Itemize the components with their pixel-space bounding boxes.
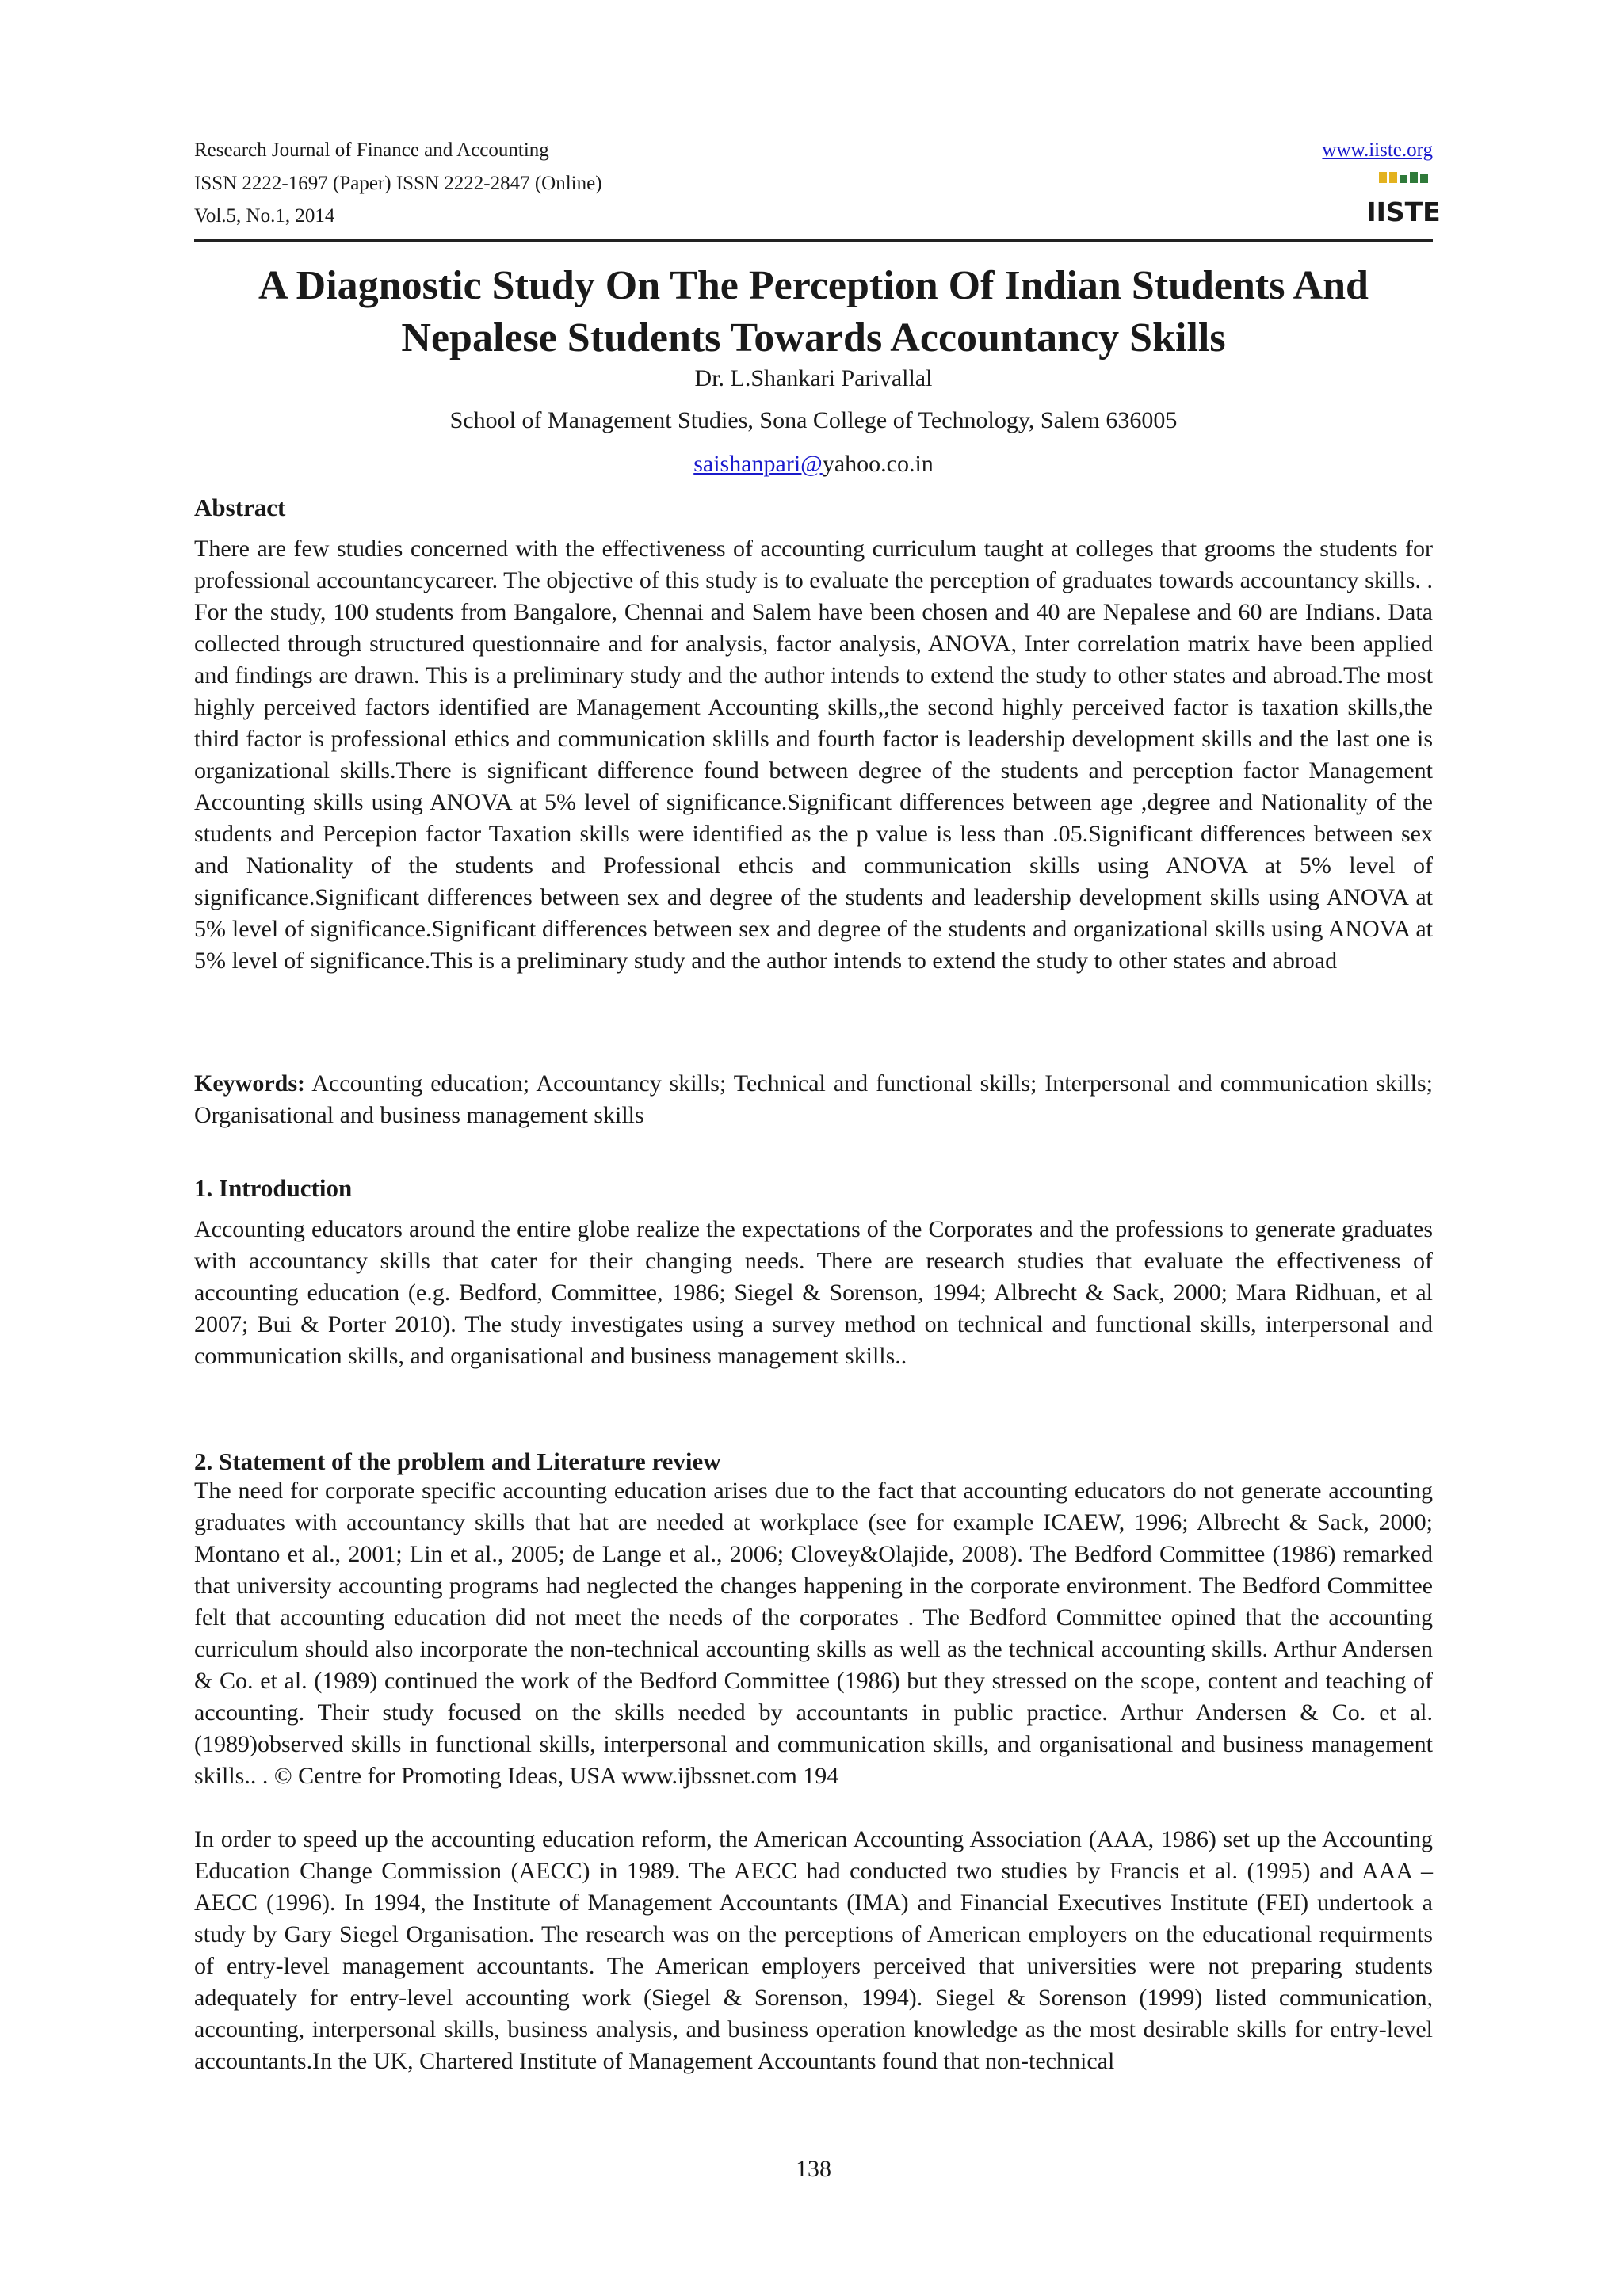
abstract-text: There are few studies concerned with the effectiveness of accounting curriculum taught at colleges that grooms the students for professional accountancycareer. The objective of this study is to evaluate the perception of graduates towards accountancy skills. . For the study, 100 students from Bangalore, Chennai and Salem have been chosen and 40 are Nepalese and 60 are Indians. Data collected through structured questionnaire and for analysis, factor analysis, ANOVA, Inter correlation matrix have been applied and findings are drawn. This is a preliminary study and the author intends to extend the study to other states and abroad.The most highly perceived factors identified are Management Accounting skills,,the second highly perceived factor is taxation skills,the third factor is professional ethics and communication sklills and fourth factor is leadership development skills and the last one is organizational skills.There is significant difference found between degree of the students and perception factor Management Accounting skills using ANOVA at 5% level of significance.Significant differences between age ,degree and Nationality of the students and Percepion factor Taxation skills were identified as the p value is less than .05.Significant differences between sex and Nationality of the students and Professional ethcis and communication skills using ANOVA at 5% level of significance.Significant differences between sex and degree of the students and leadership development skills using ANOVA at 5% level of significance.Significant differences between sex and degree of the students and organizational skills using ANOVA at 5% level of significance.This is a preliminary study and the author intends to extend the study to other states and abroad [194, 536, 1433, 974]
journal-name: Research Journal of Finance and Accounting [194, 139, 549, 161]
journal-header [194, 135, 1441, 242]
author-name: Dr. L.Shankari Parivallal [694, 365, 933, 391]
svg-text:IISTE: IISTE [1366, 196, 1441, 227]
statement-continuation-text: In order to speed up the accounting education reform, the American Accounting Association (AAA, 1986) set up the Accounting Education Change Commission (AECC) in 1989. The AECC had conducted two studies by Francis et al. (1995) and AAA – AECC (1996). In 1994, the Institute of Management Accountants (IMA) and Financial Executives Institute (FEI) undertook a study by Gary Siegel Organisation. The research was on the perceptions of American employers on the educational requirments of entry-level management accountants. The American employers perceived that universities were not preparing students adequately for entry-level accounting work (Siegel & Sorenson, 1994). Siegel & Sorenson (1999) listed communication, accounting, interpersonal skills, business analysis, and business operation knowledge as the most desirable skills for entry-level accountants.In the UK, Chartered Institute of Management Accountants found that non-technical [194, 1826, 1433, 2074]
title-line-2: Nepalese Students Towards Accountancy Skills [401, 315, 1226, 360]
website-link[interactable]: www.iiste.org [1322, 139, 1433, 161]
title-line-1: A Diagnostic Study On The Perception Of Indian Students And [258, 263, 1369, 308]
keywords-label: Keywords: [194, 1070, 305, 1097]
keywords-text: Accounting education; Accountancy skills; Technical and functional skills; Interpersonal and communication skills; Organisational and business management skills [194, 1070, 1433, 1128]
introduction-heading: 1. Introduction [194, 1174, 353, 1202]
author-affiliation: School of Management Studies, Sona College of Technology, Salem 636005 [449, 407, 1178, 433]
keywords [194, 1068, 1433, 1131]
author-email[interactable] [194, 450, 1433, 479]
page-number: 138 [796, 2156, 831, 2182]
volume-issue: Vol.5, No.1, 2014 [194, 205, 335, 227]
email-domain: yahoo.co.in [822, 451, 934, 477]
iiste-logo-icon [1366, 170, 1441, 227]
statement-heading: 2. Statement of the problem and Literature review [194, 1447, 721, 1475]
statement-text: The need for corporate specific accounting education arises due to the fact that accounting educators do not generate accounting graduates with accountancy skills that hat are needed at workplace (see for example ICAEW, 1996; Albrecht & Sack, 2000; Montano et al., 2001; Lin et al., 2005; de Lange et al., 2006; Clovey&Olajide, 2008). The Bedford Committee (1986) remarked that university accounting programs had neglected the changes happening in the corporate environment. The Bedford Committee felt that accounting education did not meet the needs of the corporates . The Bedford Committee opined that the accounting curriculum should also incorporate the non-technical accounting skills as well as the technical accounting skills. Arthur Andersen & Co. et al. (1989) continued the work of the Bedford Committee (1986) but they stressed on the scope, content and teaching of accounting. Their study focused on the skills needed by accountants in public practice. Arthur Andersen & Co. et al. (1989)observed skills in functional skills, interpersonal and communication skills, and organisational and business management skills.. . © Centre for Promoting Ideas, USA www.ijbssnet.com 194 [194, 1478, 1433, 1789]
paper-title [194, 260, 1433, 364]
abstract-heading: Abstract [194, 494, 286, 521]
email-user[interactable]: saishanpari@ [693, 451, 823, 477]
issn: ISSN 2222-1697 (Paper) ISSN 2222-2847 (Online) [194, 173, 602, 194]
introduction-text: Accounting educators around the entire globe realize the expectations of the Corporates and the professions to generate graduates with accountancy skills that cater for their changing needs. There are research studies that evaluate the effectiveness of accounting education (e.g. Bedford, Committee, 1986; Siegel & Sorenson, 1994; Albrecht & Sack, 2000; Mara Ridhuan, et al 2007; Bui & Porter 2010). The study investigates using a survey method on technical and functional skills, interpersonal and communication skills, and organisational and business management skills.. [194, 1216, 1433, 1369]
